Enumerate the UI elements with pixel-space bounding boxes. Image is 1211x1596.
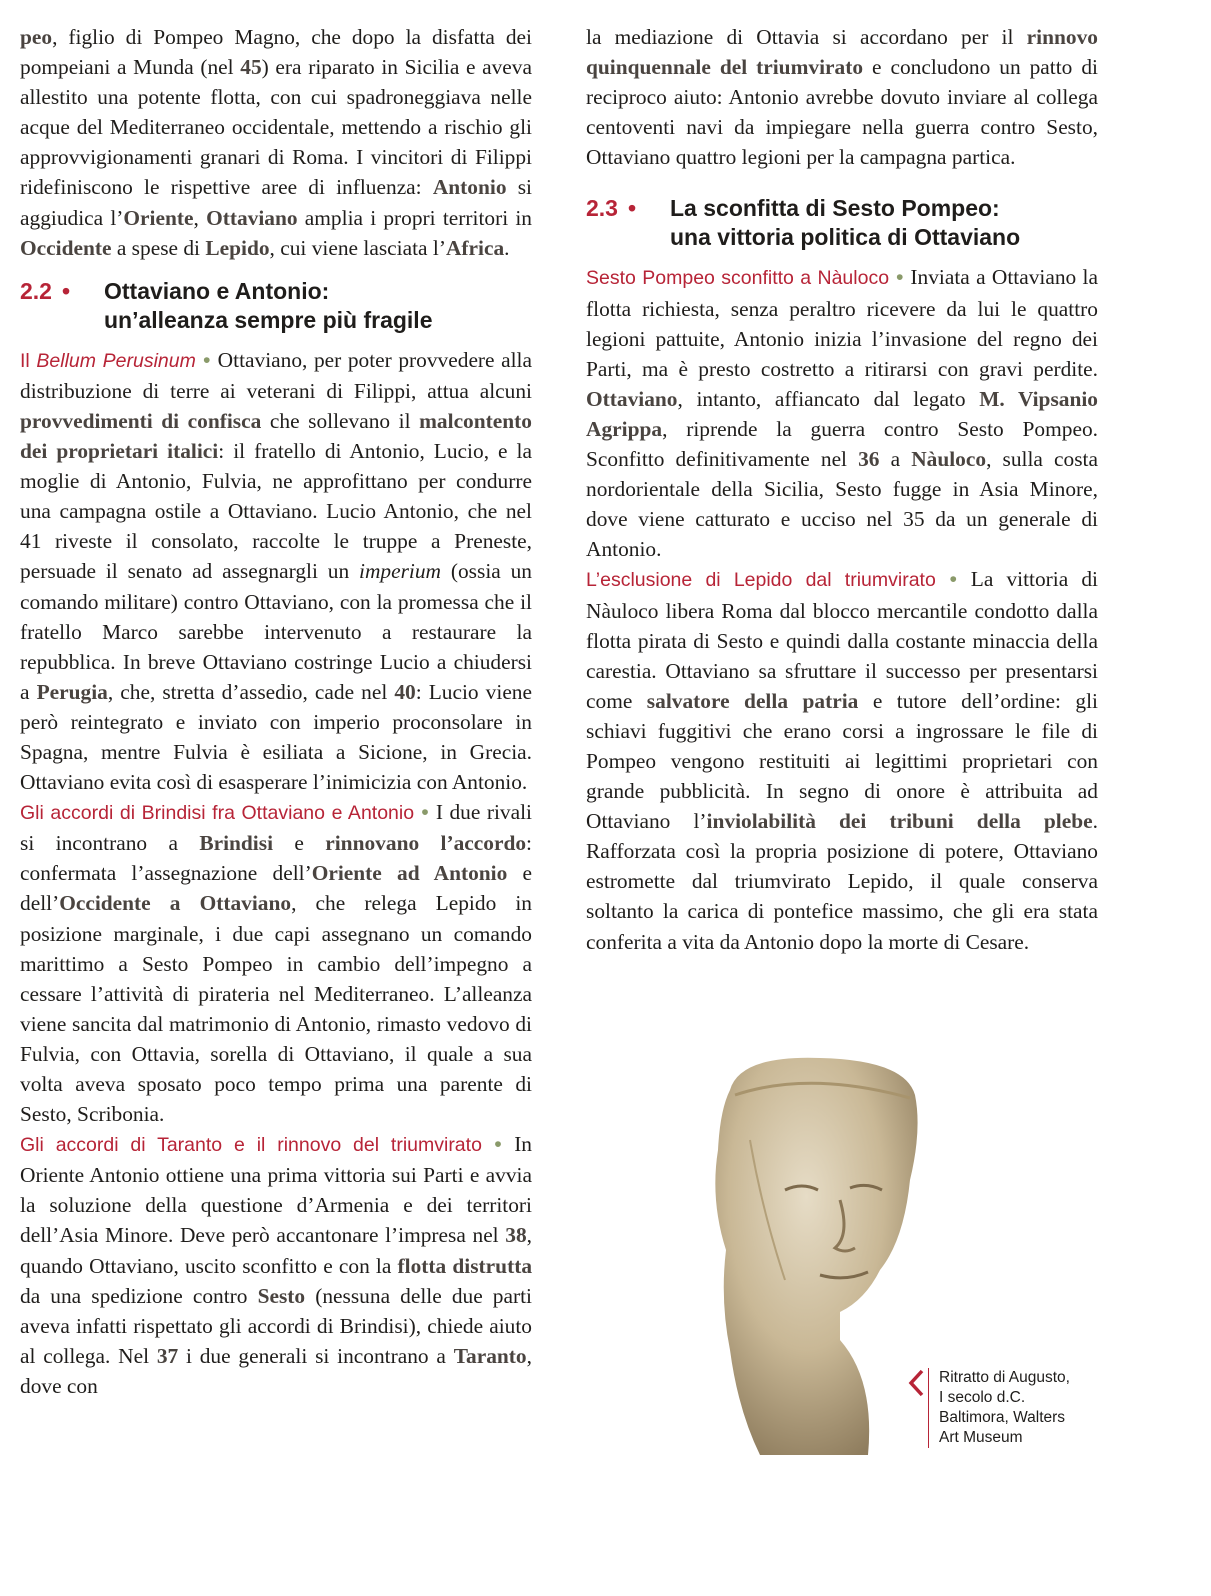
paragraph xyxy=(586,564,1098,956)
bold-term: peo xyxy=(20,25,53,49)
bold-term: Ottaviano xyxy=(206,205,298,230)
bold-term: Oriente xyxy=(123,205,194,230)
text-run: e tutore dell’ordine: gli schiavi fuggitivi che erano corsi a ingrossare le file di Pompeo vengono restituiti ai legittimi proprietari con grande pubblicità. In segno di onore è attribuita ad Ottaviano l’ xyxy=(586,688,1098,834)
text-run: Il xyxy=(20,349,37,372)
text-run: Sesto Pompeo sconfitto a Nàuloco xyxy=(586,267,890,290)
text-run: Gli accordi di Taranto e il rinnovo del triumvirato xyxy=(20,1134,482,1157)
bold-term: 37 xyxy=(156,1343,179,1368)
paragraph-list xyxy=(20,345,532,1401)
text-run: si aggiudica l’ xyxy=(20,175,532,230)
bold-term: Antonio xyxy=(432,175,507,200)
bold-term: 40 xyxy=(394,679,416,704)
bold-term: Oriente ad Antonio xyxy=(311,861,508,886)
section-number: 2.2 • xyxy=(20,277,71,304)
text-run: , che relega Lepido in posizione marginale, i due capi assegnano un comando marittimo a Sesto Pompeo in cambio dell’impegno a cessare l’attività di pirateria nel Mediterraneo. L’alleanza viene sancita dal matrimonio di Antonio, rimasto vedovo di Fulvia, con Ottavia, sorella di Ottaviano, il quale a sua volta aveva sposato poco tempo prima una parente di Sesto, Scribonia. xyxy=(20,891,532,1127)
bold-term: Ottaviano xyxy=(586,386,678,411)
text-run: (nessuna delle due parti aveva infatti rispettato gli accordi di Brindisi), chiede aiuto al collega. Nel xyxy=(20,1283,532,1368)
bold-term: Occidente a Ottaviano xyxy=(59,891,292,916)
text-run: In Oriente Antonio ottiene una prima vittoria sui Parti e avvia la soluzione della questione d’Armenia e dei territori dell’Asia Minore. Deve però accantonare l’impresa nel xyxy=(20,1132,533,1248)
bold-term: provvedimenti di confisca xyxy=(20,408,262,433)
text-run: amplia i propri territori in xyxy=(297,205,532,230)
paragraph xyxy=(20,797,532,1129)
text-run: i due generali si incontrano a xyxy=(178,1343,454,1368)
bold-term: Sesto xyxy=(257,1283,306,1308)
section-number: 2.3 • xyxy=(586,195,637,222)
text-run: La vittoria di Nàuloco libera Roma dal blocco mercantile condotto dalla flotta pirata di Sesto e quindi dalla costante minaccia della carestia. Ottaviano sa sfruttare il successo per presentarsi come xyxy=(586,567,1098,713)
text-run: Inviata a Ottaviano la flotta richiesta, senza peraltro ricevere da lui le quattro legioni pattuite, Antonio inizia l’invasione del regno dei Parti, ma è presto costretto a ritirarsi con gravi perdite. xyxy=(586,265,1098,381)
text-run: , intanto, affiancato dal legato xyxy=(677,386,980,411)
paragraph-heading xyxy=(20,350,196,372)
text-run: , quando Ottaviano, uscito sconfitto e con la xyxy=(20,1223,532,1278)
left-column xyxy=(20,22,532,1401)
bullet-dot: • xyxy=(195,347,218,372)
paragraph-body xyxy=(586,567,1098,953)
intro-paragraph xyxy=(586,22,1098,172)
bold-term: flotta distrutta xyxy=(397,1253,533,1278)
text-run: da una spedizione contro xyxy=(20,1283,258,1308)
bold-term: 45 xyxy=(240,55,262,80)
text-run: , figlio di Pompeo Magno, che dopo la disfatta dei pompeiani a Munda (nel xyxy=(20,25,532,80)
text-run: , cui viene lasciata l’ xyxy=(269,235,446,260)
bold-term: malcontento dei proprietari italici xyxy=(20,408,532,464)
bold-term: 36 xyxy=(858,447,880,472)
bold-term: Lepido xyxy=(205,235,270,260)
text-run: ) era riparato in Sicilia e aveva allestito una potente flotta, con cui spadroneggiava nelle acque del Mediterraneo occidentale, mettendo a rischio gli approvvigionamenti granari di Roma. I vincitori di Filippi ridefiniscono le rispettive aree di influenza: xyxy=(20,55,532,200)
text-run: e dell’ xyxy=(20,861,533,916)
paragraph xyxy=(586,262,1098,564)
text-run: , xyxy=(193,205,207,230)
bold-term: salvatore della patria xyxy=(646,688,859,713)
text-run: , sulla costa nordorientale della Sicilia, Sesto fugge in Asia Minore, dove viene catturato e ucciso nel 35 da un generale di Antonio. xyxy=(586,447,1098,562)
bold-term: rinnovo quinquennale del triumvirato xyxy=(586,25,1098,80)
figure-caption xyxy=(906,1368,1070,1448)
text-run: , che, stretta d’assedio, cade nel xyxy=(107,679,395,704)
paragraph-body xyxy=(586,265,1098,561)
text-run: che sollevano il xyxy=(261,408,420,433)
paragraph-body xyxy=(20,800,532,1126)
text-run: : confermata l’assegnazione dell’ xyxy=(20,831,532,886)
bold-term: M. Vipsanio Agrippa xyxy=(586,386,1098,441)
text-run: Ottaviano, per poter provvedere alla distribuzione di terre ai veterani di Filippi, attua alcuni xyxy=(20,347,532,403)
text-run: (ossia un comando militare) contro Ottaviano, con la promessa che il fratello Marco sarebbe intervenuto a restaurare la repubblica. In breve Ottaviano costringe Lucio a chiudersi a xyxy=(20,559,532,704)
text-run: : Lucio viene però reintegrato e inviato con imperio proconsolare in Spagna, mentre Fulvia è esiliata a Sicione, in Grecia. Ottaviano evita così di esasperare l’inimicizia con Antonio. xyxy=(20,679,533,795)
bold-term: Nàuloco xyxy=(911,447,987,472)
paragraph-list xyxy=(586,262,1098,956)
bullet-dot: • xyxy=(935,567,971,592)
bust-image xyxy=(690,1050,930,1460)
text-run: a xyxy=(879,447,912,472)
text-run: I due rivali si incontrano a xyxy=(20,800,533,856)
text-run: , dove con xyxy=(20,1343,532,1398)
paragraph xyxy=(20,1129,532,1401)
bullet-dot: • xyxy=(889,265,911,290)
marble-bust-icon xyxy=(690,1050,930,1460)
section-title: La sconfitta di Sesto Pompeo: una vittoria politica di Ottaviano xyxy=(670,195,1021,251)
paragraph-heading xyxy=(20,1134,482,1156)
paragraph-body xyxy=(20,348,532,794)
text-run: . Rafforzata così la propria posizione di potere, Ottaviano estromette dal triumvirato Lepido, il quale conserva soltanto la carica di pontefice massimo, che gli era stata conferita a vita da Antonio dopo la morte di Cesare. xyxy=(586,809,1098,954)
section-title: Ottaviano e Antonio: un’alleanza sempre più fragile xyxy=(104,277,433,333)
paragraph-body xyxy=(20,1132,532,1398)
bold-term: Occidente xyxy=(20,235,112,260)
bold-term: Perugia xyxy=(36,679,108,704)
text-run: . xyxy=(504,235,510,260)
bold-term: Brindisi xyxy=(199,831,274,856)
paragraph-heading xyxy=(586,267,889,289)
bold-term: Taranto xyxy=(453,1343,527,1368)
text-run: e concludono un patto di reciproco aiuto: Antonio avrebbe dovuto inviare al collega centoventi navi da impiegare nella guerra contro Sesto, Ottaviano quattro legioni per la campagna partica. xyxy=(586,55,1098,170)
text-run: la mediazione di Ottavia si accordano per il xyxy=(586,25,1027,49)
section-heading xyxy=(20,277,532,335)
intro-paragraph xyxy=(20,22,532,263)
bullet-dot: • xyxy=(414,800,436,825)
italic-term: Bellum Perusinum xyxy=(36,349,196,372)
bullet-dot: • xyxy=(481,1132,515,1157)
bold-term: Africa xyxy=(445,235,505,260)
section-heading xyxy=(586,194,1098,252)
text-run: Gli accordi di Brindisi fra Ottaviano e Antonio xyxy=(20,802,415,825)
italic-term: imperium xyxy=(359,559,442,584)
text-run: , riprende la guerra contro Sesto Pompeo. Sconfitto definitivamente nel xyxy=(586,416,1098,472)
bold-term: inviolabilità dei tribuni della plebe xyxy=(706,809,1093,834)
text-run: : il fratello di Antonio, Lucio, e la moglie di Antonio, Fulvia, ne approfittano per condurre una campagna ostile a Ottaviano. Lucio Antonio, che nel 41 riveste il consolato, raccolte le truppe a Preneste, persuade il senato ad assegnargli un xyxy=(20,439,532,584)
bold-term: 38 xyxy=(505,1223,527,1248)
text-run: a spese di xyxy=(111,235,206,260)
right-column xyxy=(586,22,1098,957)
paragraph-heading xyxy=(586,569,936,591)
text-run: L’esclusione di Lepido dal triumvirato xyxy=(586,569,936,592)
text-run: e xyxy=(273,831,326,856)
caption-text: Ritratto di Augusto, I secolo d.C. Baltimora, Walters Art Museum xyxy=(939,1369,1070,1446)
bold-term: rinnovano l’accordo xyxy=(325,831,527,856)
chevron-left-icon xyxy=(906,1368,928,1398)
paragraph-heading xyxy=(20,802,414,824)
paragraph xyxy=(20,345,532,797)
